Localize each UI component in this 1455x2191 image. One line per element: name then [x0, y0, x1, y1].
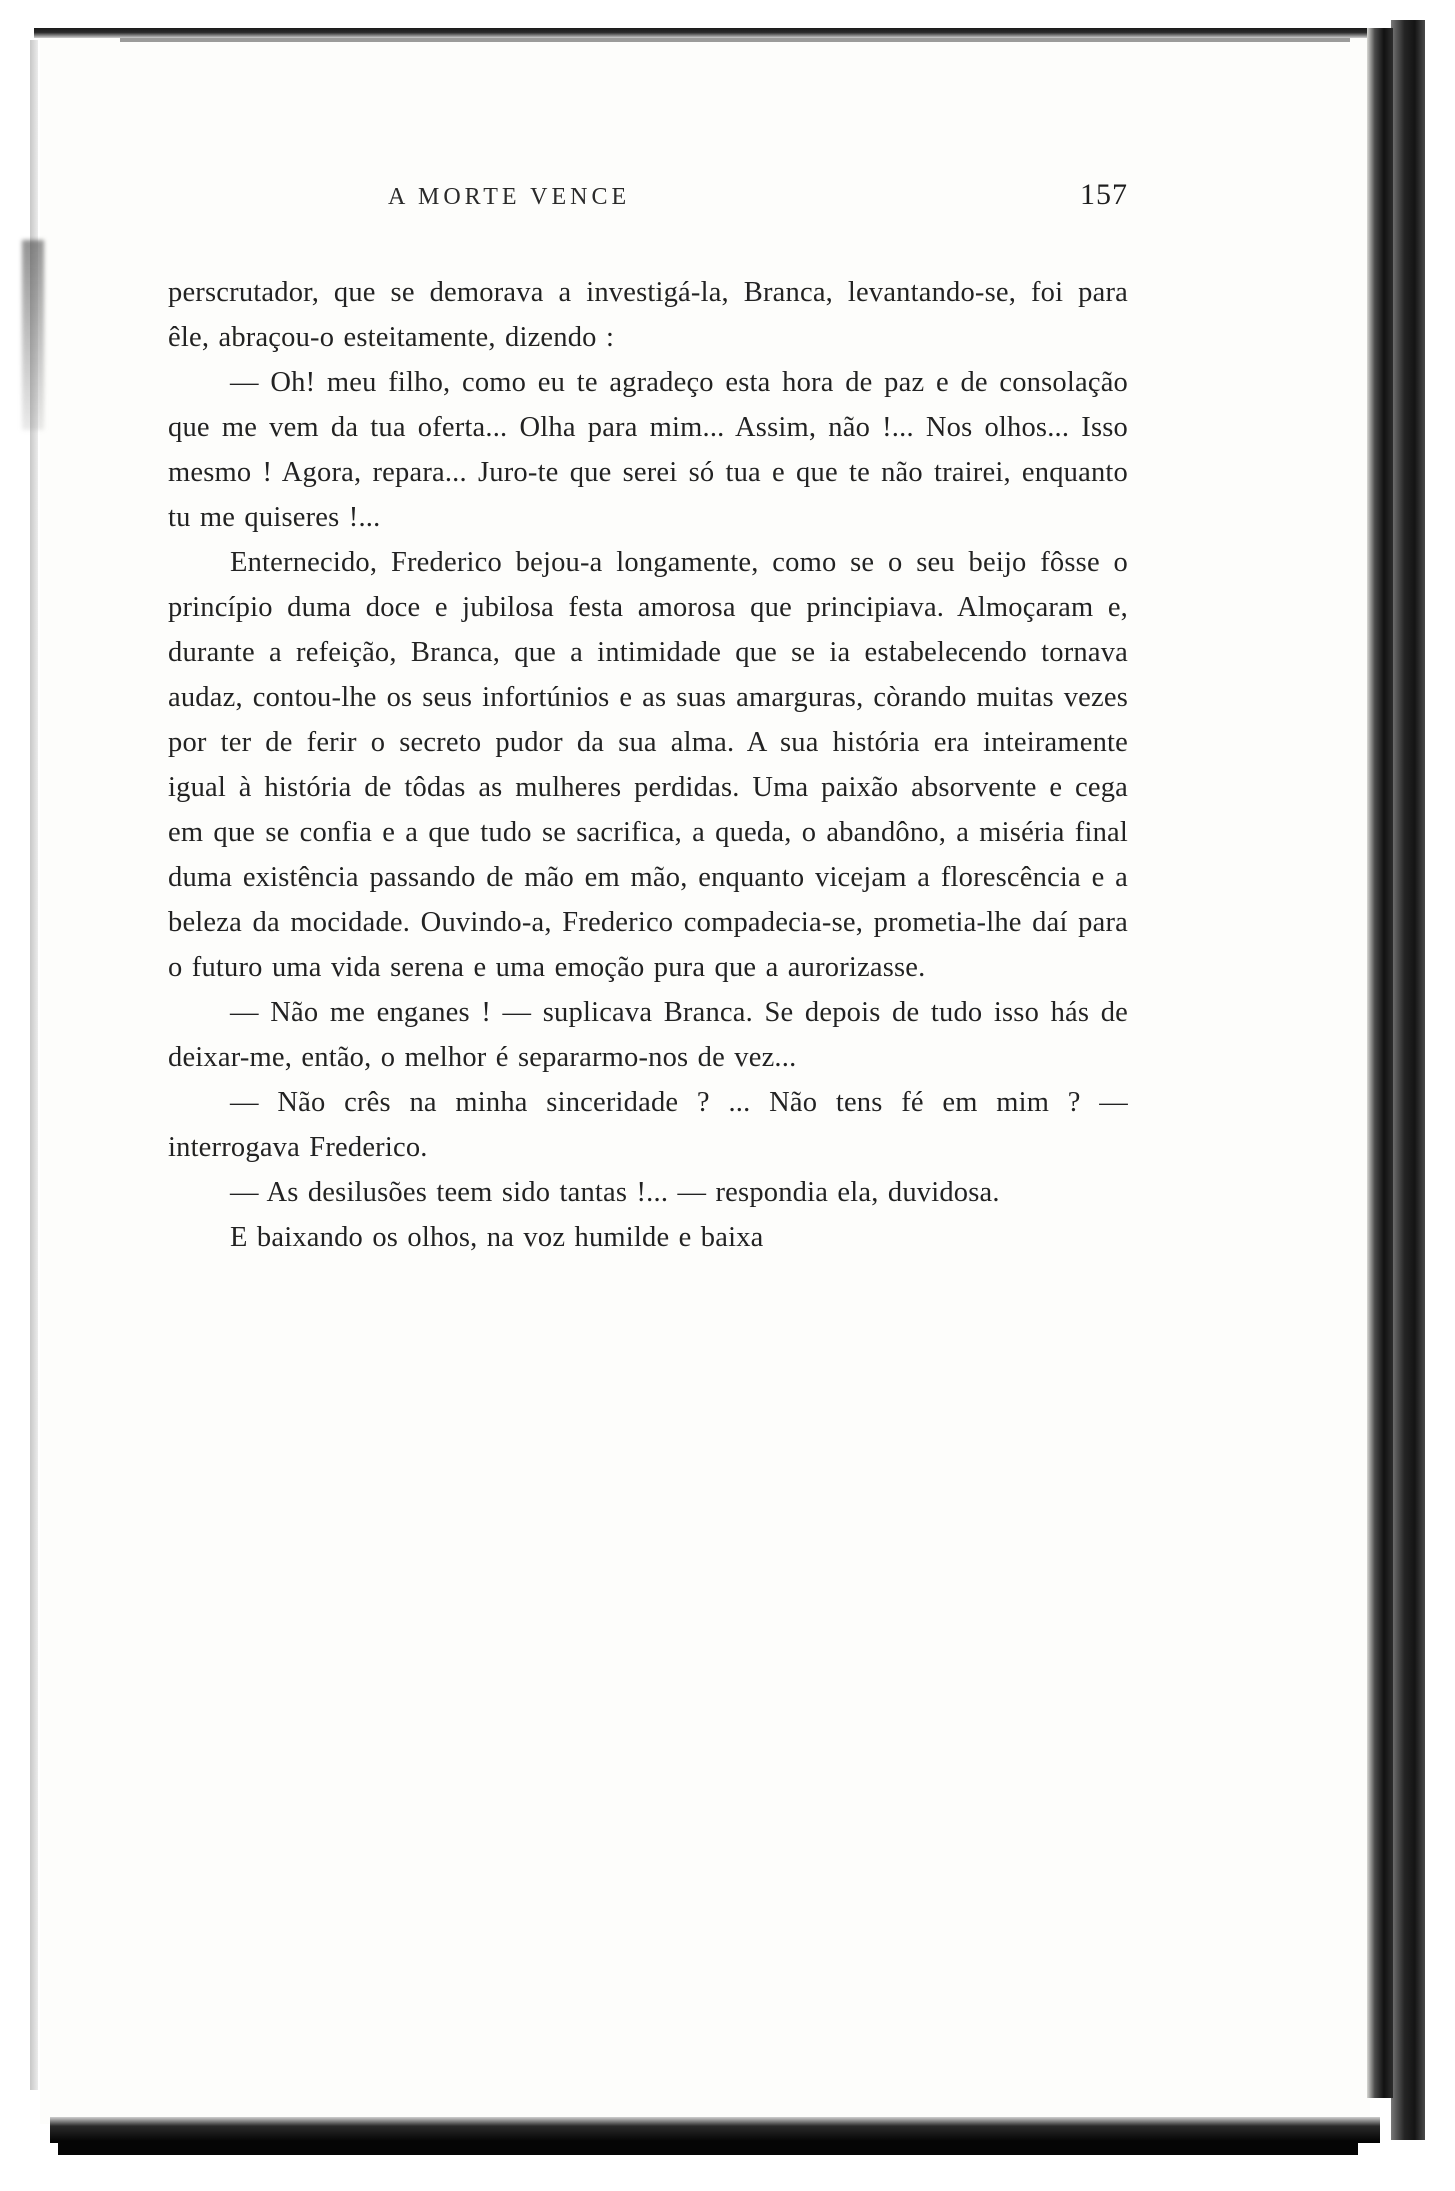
paragraph: — Oh! meu filho, como eu te agradeço esta hora de paz e de consolação que me vem da tua oferta... Olha para mim... Assim, não !... Nos olhos... Isso mesmo ! Agora, repara... Juro-te que serei só tua e que te não trairei, enquanto tu me quiseres !...	[168, 367, 1128, 533]
paragraph: perscrutador, que se demorava a investigá-la, Branca, levantando-se, foi para êle, abraçou-o esteitamente, dizendo :	[168, 277, 1128, 353]
paragraph: — Não me enganes ! — suplicava Branca. Se depois de tudo isso hás de deixar-me, então, o melhor é separarmo-nos de vez...	[168, 997, 1128, 1073]
body-text	[168, 270, 1128, 1260]
page-edge-top	[34, 28, 1374, 38]
text-block	[168, 178, 1128, 1260]
page-number: 157	[1080, 178, 1128, 211]
paragraph: — Não crês na minha sinceridade ? ... Não tens fé em mim ? — interrogava Frederico.	[168, 1087, 1128, 1163]
paragraph: — As desilusões teem sido tantas !... — respondia ela, duvidosa.	[230, 1177, 1000, 1208]
page-edge-bottom	[50, 2117, 1380, 2143]
page-edge-right-outer	[1391, 20, 1425, 2140]
running-head-title: A MORTE VENCE	[388, 184, 631, 210]
page-edge-top-inner	[120, 38, 1350, 42]
running-header	[168, 178, 1128, 212]
paragraph: Enternecido, Frederico bejou-a longamente, como se o seu beijo fôsse o princípio duma doce e jubilosa festa amorosa que principiava. Almoçaram e, durante a refeição, Branca, que a intimidade que se ia estabelecendo tornava audaz, contou-lhe os seus infortúnios e as suas amarguras, còrando muitas vezes por ter de ferir o secreto pudor da sua alma. A sua história era inteiramente igual à história de tôdas as mulheres perdidas. Uma paixão absorvente e cega em que se confia e a que tudo se sacrifica, a queda, o abandôno, a miséria final duma existência passando de mão em mão, enquanto vicejam a florescência e a beleza da mocidade. Ouvindo-a, Frederico compadecia-se, prometia-lhe daí para o futuro uma vida serena e uma emoção pura que a aurorizasse.	[168, 547, 1128, 983]
page-edge-bottom-inner	[58, 2141, 1358, 2155]
page-edge-right	[1367, 28, 1393, 2098]
paragraph: E baixando os olhos, na voz humilde e baixa	[230, 1222, 764, 1253]
scan-smudge	[22, 240, 44, 430]
